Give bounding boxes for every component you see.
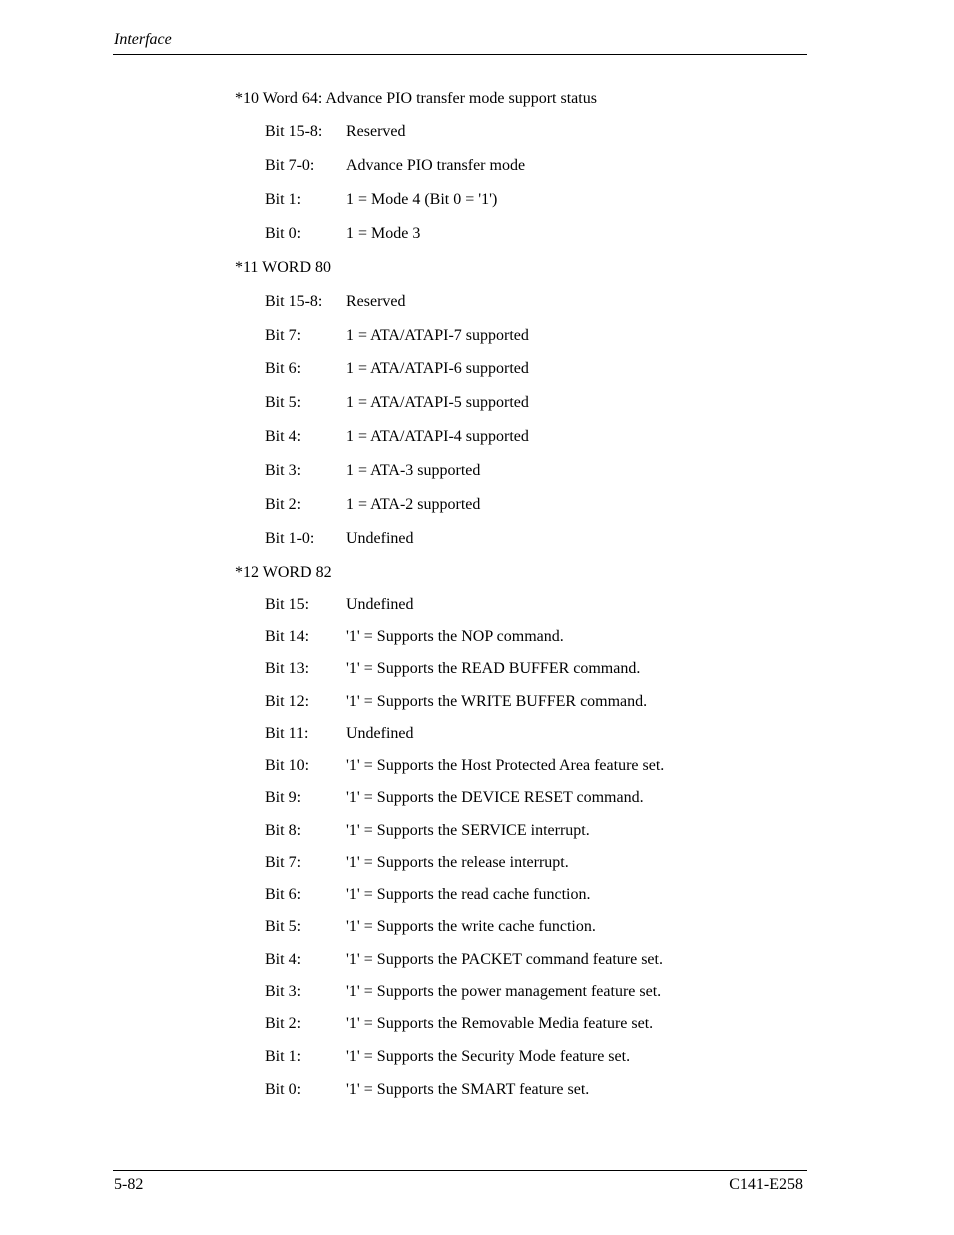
bit-label: Bit 7-0:	[265, 157, 315, 174]
bit-label: Bit 3:	[265, 462, 302, 479]
bit-label: Bit 13:	[265, 660, 310, 677]
bit-label: Bit 15-8:	[265, 293, 323, 310]
bit-description: '1' = Supports the Host Protected Area feature set.	[346, 757, 665, 774]
bit-label: Bit 0:	[265, 225, 302, 242]
bit-description: Reserved	[346, 293, 406, 310]
bit-label: Bit 11:	[265, 725, 309, 742]
section-heading-word-82: *12 WORD 82	[235, 564, 332, 581]
bit-description: '1' = Supports the Security Mode feature set.	[346, 1048, 631, 1065]
bit-label: Bit 2:	[265, 496, 302, 513]
bit-description: Undefined	[346, 530, 414, 547]
bit-label: Bit 12:	[265, 693, 310, 710]
bit-description: 1 = ATA/ATAPI-4 supported	[346, 428, 529, 445]
bit-description: '1' = Supports the Removable Media feature set.	[346, 1015, 654, 1032]
bit-label: Bit 1:	[265, 1048, 302, 1065]
bit-label: Bit 6:	[265, 360, 302, 377]
bit-label: Bit 4:	[265, 428, 302, 445]
bit-label: Bit 4:	[265, 951, 302, 968]
bit-description: '1' = Supports the DEVICE RESET command.	[346, 789, 644, 806]
bit-label: Bit 0:	[265, 1081, 302, 1098]
running-header: Interface	[114, 31, 172, 48]
bit-description: '1' = Supports the release interrupt.	[346, 854, 569, 871]
bit-label: Bit 15-8:	[265, 123, 323, 140]
bit-label: Bit 15:	[265, 596, 310, 613]
bit-description: '1' = Supports the SMART feature set.	[346, 1081, 590, 1098]
bit-label: Bit 7:	[265, 854, 302, 871]
bit-label: Bit 14:	[265, 628, 310, 645]
bit-description: '1' = Supports the PACKET command feature set.	[346, 951, 663, 968]
footer-rule	[113, 1170, 807, 1171]
bit-description: '1' = Supports the read cache function.	[346, 886, 591, 903]
section-heading-word-64: *10 Word 64: Advance PIO transfer mode support status	[235, 90, 597, 107]
bit-description: '1' = Supports the NOP command.	[346, 628, 564, 645]
bit-description: 1 = ATA/ATAPI-6 supported	[346, 360, 529, 377]
bit-description: 1 = ATA/ATAPI-7 supported	[346, 327, 529, 344]
bit-label: Bit 1-0:	[265, 530, 315, 547]
header-rule	[113, 54, 807, 55]
bit-description: 1 = ATA-2 supported	[346, 496, 481, 513]
bit-description: Advance PIO transfer mode	[346, 157, 526, 174]
document-id: C141-E258	[729, 1176, 803, 1193]
bit-label: Bit 10:	[265, 757, 310, 774]
bit-description: 1 = Mode 3	[346, 225, 421, 242]
page-number: 5-82	[114, 1176, 144, 1193]
bit-description: 1 = Mode 4 (Bit 0 = '1')	[346, 191, 498, 208]
bit-description: '1' = Supports the WRITE BUFFER command.	[346, 693, 648, 710]
bit-description: '1' = Supports the SERVICE interrupt.	[346, 822, 590, 839]
bit-label: Bit 1:	[265, 191, 302, 208]
bit-description: '1' = Supports the READ BUFFER command.	[346, 660, 641, 677]
bit-label: Bit 3:	[265, 983, 302, 1000]
section-heading-word-80: *11 WORD 80	[235, 259, 331, 276]
bit-description: Undefined	[346, 596, 414, 613]
bit-description: 1 = ATA-3 supported	[346, 462, 481, 479]
bit-description: Undefined	[346, 725, 414, 742]
bit-label: Bit 7:	[265, 327, 302, 344]
bit-description: '1' = Supports the write cache function.	[346, 918, 596, 935]
bit-label: Bit 5:	[265, 918, 302, 935]
bit-description: Reserved	[346, 123, 406, 140]
bit-label: Bit 9:	[265, 789, 302, 806]
bit-label: Bit 2:	[265, 1015, 302, 1032]
bit-description: '1' = Supports the power management feature set.	[346, 983, 662, 1000]
bit-label: Bit 6:	[265, 886, 302, 903]
bit-label: Bit 5:	[265, 394, 302, 411]
bit-description: 1 = ATA/ATAPI-5 supported	[346, 394, 529, 411]
bit-label: Bit 8:	[265, 822, 302, 839]
